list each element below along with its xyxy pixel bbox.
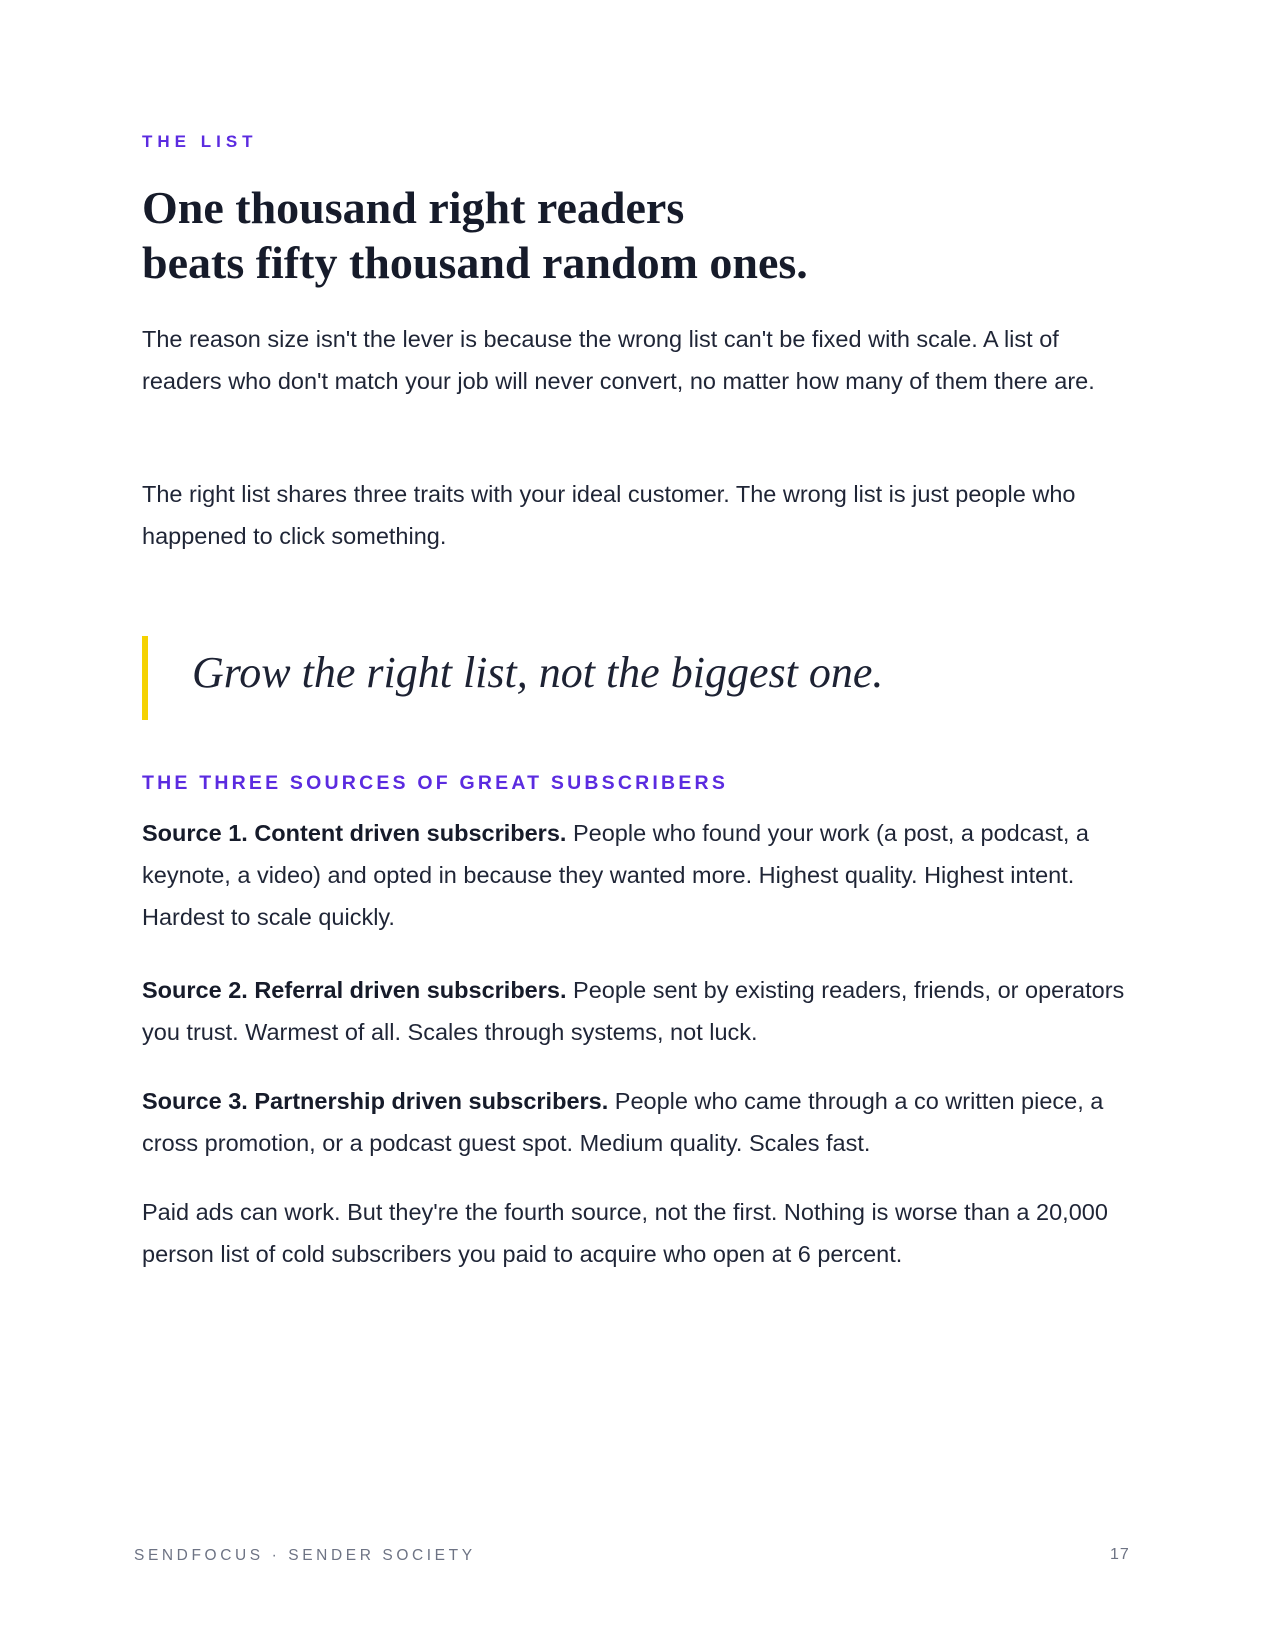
source-title-1: Source 1. Content driven subscribers. xyxy=(142,820,567,846)
source-body-2: People sent by existing readers, friends, or operators you trust. Warmest of all. Scales through systems, not luck. xyxy=(142,977,1125,1045)
source-title-2: Source 2. Referral driven subscribers. xyxy=(142,977,567,1003)
intro-paragraph-1: The reason size isn't the lever is because the wrong list can't be fixed with scale. A list of readers who don't match your job will never convert, no matter how many of them there are. xyxy=(142,326,1095,394)
page-title-line-2: beats fifty thousand random ones. xyxy=(142,237,808,288)
source-body-3: People who came through a co written piece, a cross promotion, or a podcast guest spot. Medium quality. Scales fast. xyxy=(142,1088,1104,1156)
pull-quote-bar xyxy=(142,636,148,720)
source-title-3: Source 3. Partnership driven subscribers. xyxy=(142,1088,609,1114)
pull-quote xyxy=(142,636,1142,720)
page-title-line-1: One thousand right readers xyxy=(142,182,685,233)
sources-subheading: THE THREE SOURCES OF GREAT SUBSCRIBERS xyxy=(142,772,729,794)
source-item-3 xyxy=(142,1080,1142,1164)
pull-quote-text: Grow the right list, not the biggest one. xyxy=(192,648,884,697)
page-number: 17 xyxy=(1110,1546,1130,1563)
source-item-2 xyxy=(142,969,1142,1053)
source-body-1: People who found your work (a post, a podcast, a keynote, a video) and opted in because they wanted more. Highest quality. Highest intent. Hardest to scale quickly. xyxy=(142,820,1089,930)
closing-paragraph: Paid ads can work. But they're the fourth source, not the first. Nothing is worse than a 20,000 person list of cold subscribers you paid to acquire who open at 6 percent. xyxy=(142,1199,1108,1267)
intro-paragraph-2: The right list shares three traits with your ideal customer. The wrong list is just people who happened to click something. xyxy=(142,481,1076,549)
footer-brand: SENDFOCUS · SENDER SOCIETY xyxy=(134,1547,476,1564)
source-item-1 xyxy=(142,812,1142,938)
section-label: THE LIST xyxy=(142,132,258,151)
page-title xyxy=(142,180,1042,290)
